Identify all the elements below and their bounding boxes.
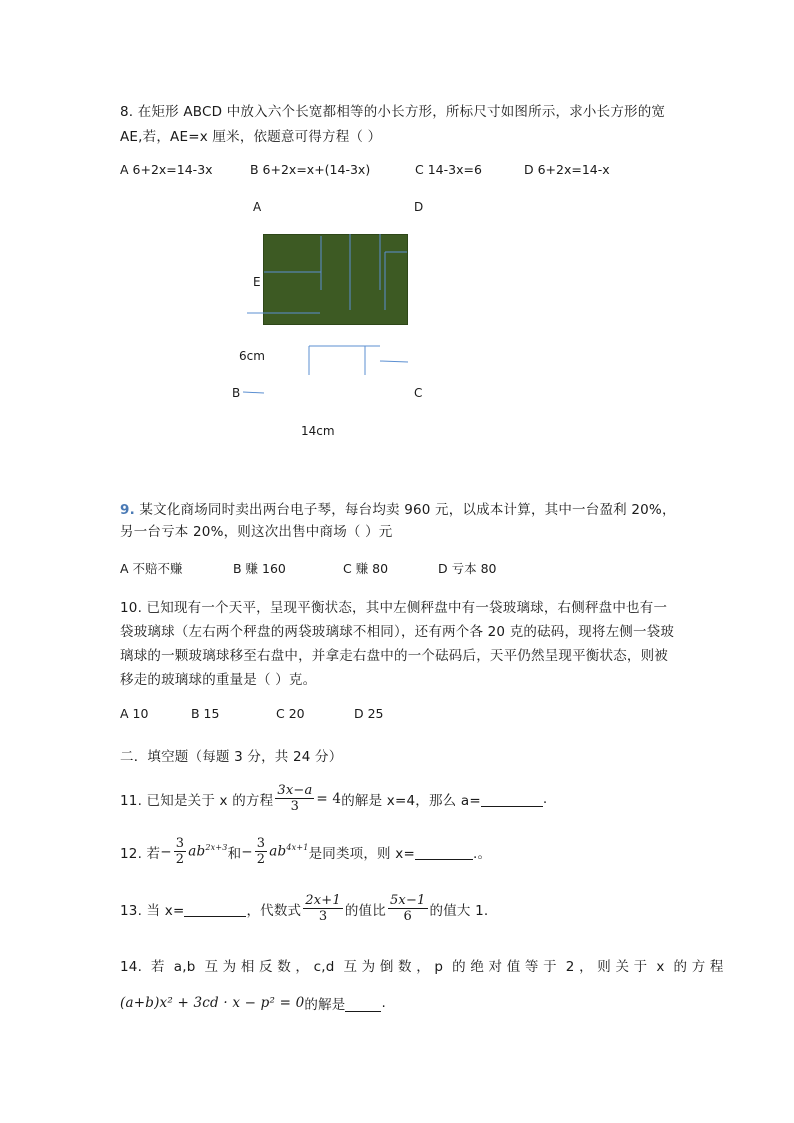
q9-number: 9. bbox=[120, 502, 135, 518]
q12-term1-body: $ab^{2x+3}$ bbox=[188, 843, 228, 860]
q14-answer-blank[interactable] bbox=[345, 995, 381, 1012]
q12-term1-coef bbox=[174, 836, 186, 867]
q8-line1: 8. 在矩形 ABCD 中放入六个长宽都相等的小长方形，所标尺寸如图所示，求小长方形的宽 bbox=[120, 104, 666, 120]
q11 bbox=[120, 783, 547, 814]
q9-option-d: D 亏本 80 bbox=[438, 561, 497, 576]
q11-answer-blank[interactable] bbox=[481, 790, 543, 807]
q12-suffix: 是同类项，则 x= bbox=[308, 845, 415, 862]
q11-prefix: 11. 已知是关于 x 的方程 bbox=[120, 792, 274, 809]
q11-suffix: 的解是 x=4，那么 a= bbox=[341, 792, 481, 809]
q12-term1-num: 3 bbox=[175, 836, 185, 851]
figure-label-e: E bbox=[253, 275, 261, 289]
q8-option-b: B 6+2x=x+(14-3x) bbox=[250, 162, 371, 177]
figure-lines bbox=[0, 0, 794, 500]
q10-line1: 10. 已知现有一个天平，呈现平衡状态，其中左侧秤盘中有一袋玻璃球，右侧秤盘中也有一 bbox=[120, 600, 668, 616]
figure-label-a: A bbox=[253, 200, 262, 214]
q13-mid2: 的值比 bbox=[344, 902, 386, 919]
q12-term2-den: 2 bbox=[256, 852, 266, 867]
q12-term2-coef bbox=[255, 836, 267, 867]
divider-line bbox=[380, 361, 408, 362]
q10-option-a: A 10 bbox=[120, 706, 149, 721]
q11-frac-den: 3 bbox=[290, 799, 300, 814]
q9-line1 bbox=[120, 498, 676, 518]
q10-option-d: D 25 bbox=[354, 706, 384, 721]
q12-and: 和 bbox=[227, 845, 242, 862]
q12-term2-num: 3 bbox=[256, 836, 266, 851]
q14-equation: (a+b)x² + 3cd · x − p² = 0 bbox=[120, 995, 305, 1011]
figure-dim-height: 6cm bbox=[239, 349, 265, 363]
q12-answer-blank[interactable] bbox=[415, 843, 473, 860]
divider-line bbox=[243, 392, 264, 393]
q10-option-c: C 20 bbox=[276, 706, 305, 721]
q13-answer-blank[interactable] bbox=[184, 900, 246, 917]
q9-option-c: C 赚 80 bbox=[343, 561, 389, 576]
q11-frac-num: 3x−a bbox=[277, 783, 313, 798]
q12-prefix: 12. 若 bbox=[120, 845, 161, 862]
q8-line2: AE,若，AE=x 厘米，依题意可得方程（ ） bbox=[120, 129, 382, 145]
q14-line1: 14. 若 a,b 互 为 相 反 数 ， c,d 互 为 倒 数 ， p 的 绝 对 值 等 于 2 ， 则 关 于 x 的 方 程 bbox=[120, 959, 724, 975]
q12: 12. 若 − $\frac{3}{2}$ $ab^{2x+3}$ 和 − $\frac{3}{2}$ $ab^{4x+1}$ 是同类项，则 x= .。 bbox=[120, 836, 492, 867]
figure-label-b: B bbox=[232, 386, 241, 400]
q14-line2 bbox=[120, 993, 386, 1013]
q13-frac2-num: 5x−1 bbox=[389, 893, 426, 908]
q9-line1-text: 某文化商场同时卖出两台电子琴，每台均卖 960 元，以成本计算，其中一台盈利 20%， bbox=[134, 502, 676, 518]
q12-end: .。 bbox=[472, 845, 492, 862]
q13-suffix: 的值大 1. bbox=[429, 902, 489, 919]
q13-frac1-den: 3 bbox=[318, 909, 328, 924]
q14-suffix: 的解是 bbox=[304, 997, 346, 1013]
q12-term1-den: 2 bbox=[175, 852, 185, 867]
q12-term2-body: $ab^{4x+1}$ bbox=[269, 843, 309, 860]
q13-fraction1 bbox=[303, 893, 343, 924]
q10-line2: 袋玻璃球（左右两个秤盘的两袋玻璃球不相同），还有两个各 20 克的砝码，现将左侧一袋玻 bbox=[120, 624, 675, 640]
q13-mid: ，代数式 bbox=[246, 902, 302, 919]
q11-eq: = 4 bbox=[316, 790, 342, 807]
q13 bbox=[120, 893, 488, 924]
q10-line4: 移走的玻璃球的重量是（ ）克。 bbox=[120, 672, 317, 688]
q10-option-b: B 15 bbox=[191, 706, 220, 721]
q8-option-a: A 6+2x=14-3x bbox=[120, 162, 213, 177]
q11-end: . bbox=[542, 790, 548, 807]
q9-line2: 另一台亏本 20%，则这次出售中商场（ ）元 bbox=[120, 524, 393, 540]
q8-option-c: C 14-3x=6 bbox=[415, 162, 482, 177]
q14-end: . bbox=[381, 995, 386, 1011]
q13-frac1-num: 2x+1 bbox=[305, 893, 341, 908]
q11-fraction bbox=[275, 783, 314, 814]
q8-option-d: D 6+2x=14-x bbox=[524, 162, 610, 177]
q12-term1-exp: 2x+3 bbox=[205, 843, 228, 853]
q13-prefix: 13. 当 x= bbox=[120, 902, 185, 919]
q10-line3: 璃球的一颗玻璃球移至右盘中，并拿走右盘中的一个砝码后，天平仍然呈现平衡状态，则被 bbox=[120, 648, 668, 664]
q12-term2-exp: 4x+1 bbox=[286, 843, 309, 853]
q9-option-a: A 不赔不赚 bbox=[120, 561, 183, 576]
section2-title: 二．填空题（每题 3 分，共 24 分） bbox=[120, 749, 343, 765]
q13-frac2-den: 6 bbox=[403, 909, 412, 924]
figure-label-d: D bbox=[414, 200, 424, 214]
q13-fraction2 bbox=[388, 893, 428, 924]
figure-dim-width: 14cm bbox=[301, 424, 335, 438]
figure-label-c: C bbox=[414, 386, 423, 400]
q9-option-b: B 赚 160 bbox=[233, 561, 286, 576]
